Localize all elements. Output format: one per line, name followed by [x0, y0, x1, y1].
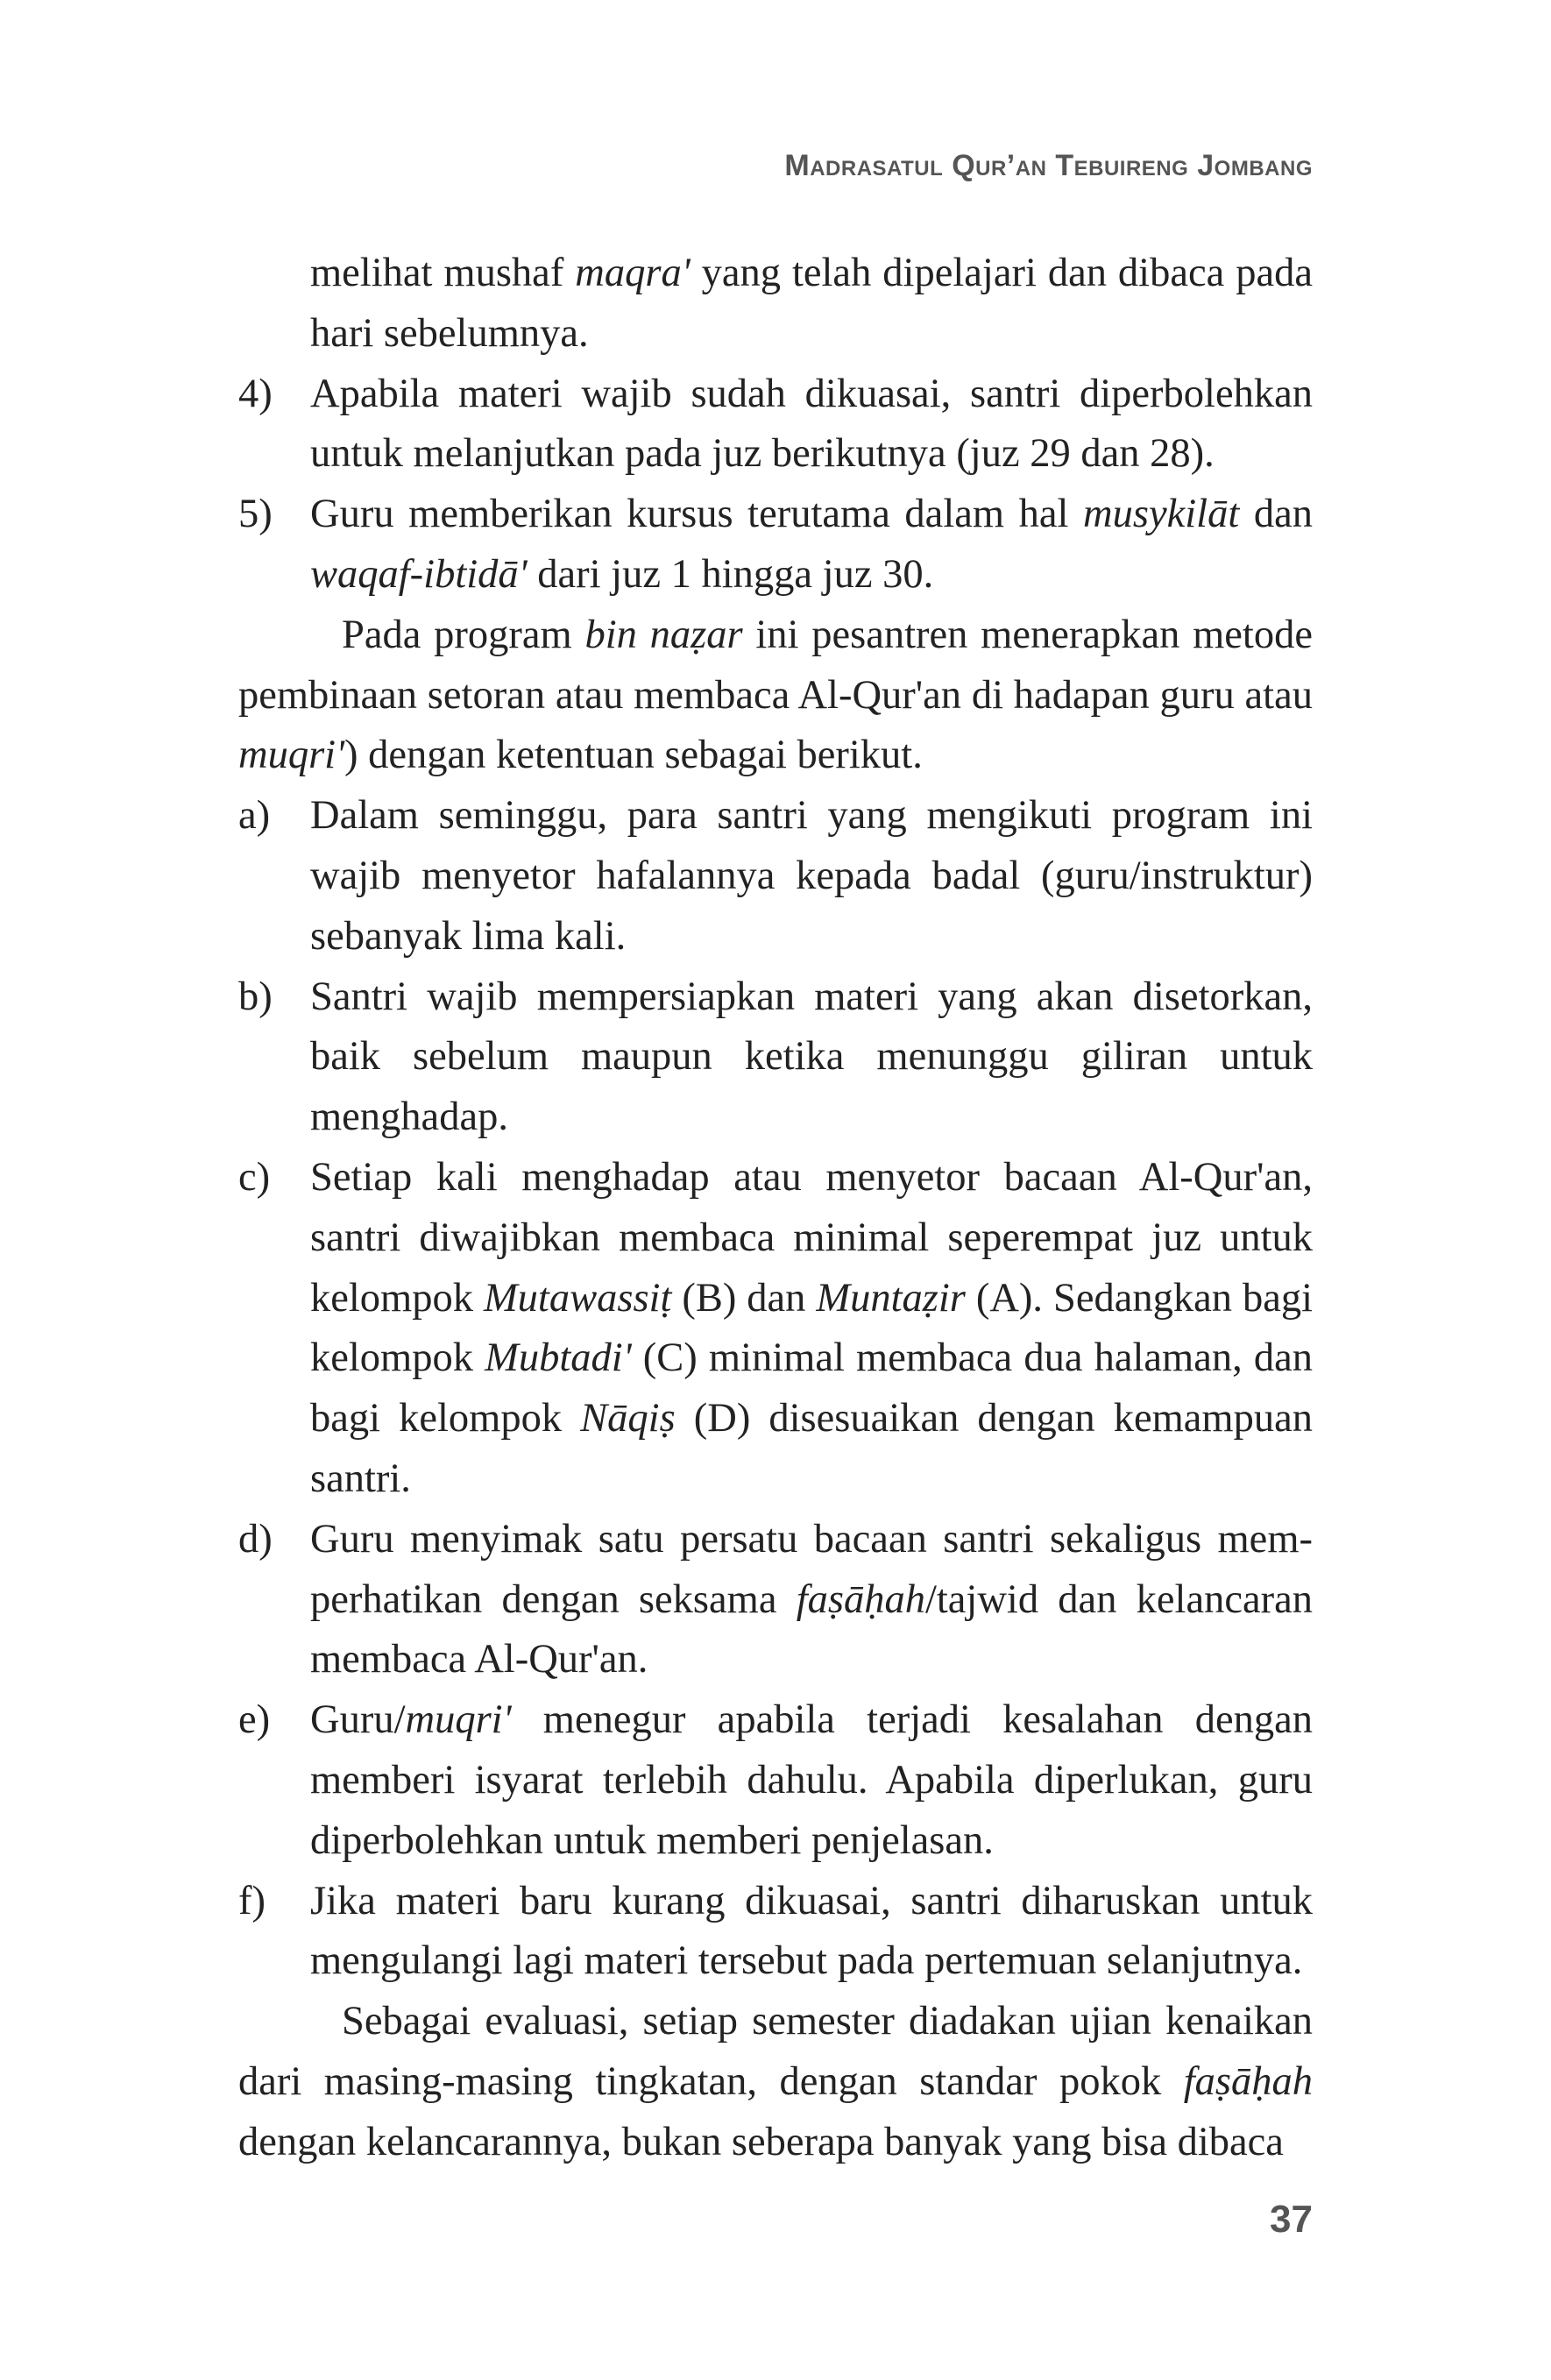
italic-term: musykilāt	[1083, 492, 1240, 537]
lettered-item-a	[238, 786, 1313, 967]
italic-term: Nāqiṣ	[580, 1396, 676, 1441]
text-segment: (A). Sedangkan bagi kelompok	[310, 1275, 1314, 1381]
text-segment: dari juz 1 hingga juz 30.	[527, 551, 934, 597]
list-item-text: Santri wajib mempersiapkan materi yang akan disetorkan, baik sebelum maupun ketika menunggu giliran untuk menghadap.	[310, 974, 1313, 1140]
paragraph-evaluasi	[238, 1992, 1313, 2172]
text-segment: dan	[1239, 492, 1313, 537]
numbered-item-5	[238, 485, 1313, 606]
text-segment: melihat mushaf	[310, 251, 576, 295]
body-text	[238, 244, 1313, 2173]
italic-term: Muntaẓir	[816, 1275, 966, 1321]
paragraph-bin-nazar	[238, 606, 1313, 786]
list-marker: f)	[238, 1878, 266, 1923]
list-marker: 5)	[238, 492, 273, 537]
text-segment: dengan kelancarannya, bukan seberapa banyak yang bisa dibaca	[238, 2119, 1284, 2164]
text-segment: menegur apabila terjadi kesalahan dengan memberi isyarat terlebih dahulu. Apabila diperlukan, guru diperbolehkan untuk memberi penjelasan.	[310, 1697, 1313, 1863]
text-segment: ) dengan ketentuan sebagai berikut.	[344, 733, 923, 778]
italic-term: faṣāḥah	[1183, 2058, 1313, 2104]
list-item-text: Dalam seminggu, para santri yang mengikuti program ini wajib menyetor hafalannya kepada badal (guru/instruktur) sebanyak lima kali.	[310, 793, 1313, 959]
text-segment: Pada program	[342, 612, 585, 657]
page-number: 37	[1270, 2198, 1313, 2241]
lettered-item-d	[238, 1510, 1313, 1690]
text-segment: (C) minimal membaca dua halaman, dan bagi kelompok	[310, 1335, 1313, 1441]
italic-term: muqri'	[405, 1697, 512, 1743]
continued-paragraph	[310, 244, 1313, 365]
list-item-text: Apabila materi wajib sudah dikuasai, santri diperbolehkan untuk melanjutkan pada juz berikutnya (juz 29 dan 28).	[310, 371, 1313, 477]
italic-term: maqra'	[575, 251, 691, 295]
list-marker: d)	[238, 1516, 273, 1562]
text-segment: Setiap kali menghadap atau menyetor bacaan Al-Qur'an, santri diwajibkan membaca minimal seperempat juz untuk kelompok	[310, 1154, 1313, 1321]
text-segment: Guru memberikan kursus terutama dalam hal	[310, 492, 1084, 537]
running-header: Madrasatul Qur’an Tebuireng Jombang	[784, 149, 1313, 182]
text-segment: Guru/	[310, 1697, 406, 1743]
lettered-item-f	[238, 1872, 1313, 1993]
italic-term: muqri'	[238, 733, 345, 778]
lettered-item-e	[238, 1690, 1313, 1871]
lettered-item-b	[238, 967, 1313, 1148]
list-marker: 4)	[238, 371, 273, 416]
italic-term: bin naẓar	[584, 612, 743, 657]
list-item-text	[310, 1690, 1313, 1871]
text-segment: ini pesantren menerapkan metode pembinaan setoran atau membaca Al-Qur'an di hadapan guru atau	[238, 612, 1313, 718]
list-marker: b)	[238, 974, 273, 1019]
text-segment: Guru menyimak satu persatu bacaan santri sekaligus memperhatikan dengan seksama	[310, 1516, 1313, 1622]
list-item-text	[310, 1510, 1313, 1690]
text-segment: (B) dan	[671, 1275, 817, 1321]
italic-term: faṣāḥah	[796, 1576, 925, 1622]
text-segment: Sebagai evaluasi, setiap semester diadakan ujian kenaikan dari masing-masing tingkatan, dengan standar pokok	[238, 1999, 1313, 2104]
lettered-item-c	[238, 1148, 1313, 1510]
list-item-text	[310, 485, 1313, 606]
italic-term: Mubtadi'	[485, 1335, 632, 1381]
list-item-text: Jika materi baru kurang dikuasai, santri diharuskan untuk mengulangi lagi materi tersebut pada pertemuan selanjutnya.	[310, 1878, 1313, 1984]
text-segment: (D) disesuaikan dengan kemampuan santri.	[310, 1396, 1313, 1501]
list-marker: e)	[238, 1697, 271, 1743]
list-item-text	[310, 1148, 1313, 1510]
list-marker: a)	[238, 793, 271, 839]
numbered-item-4	[238, 365, 1313, 485]
italic-term: waqaf-ibtidā'	[310, 551, 528, 597]
italic-term: Mutawassiṭ	[483, 1275, 672, 1321]
text-segment: yang telah dipelajari dan dibaca pada hari sebelumnya.	[310, 251, 1313, 356]
list-marker: c)	[238, 1154, 271, 1200]
text-segment: /tajwid dan kelancaran membaca Al-Qur'an.	[310, 1576, 1314, 1682]
